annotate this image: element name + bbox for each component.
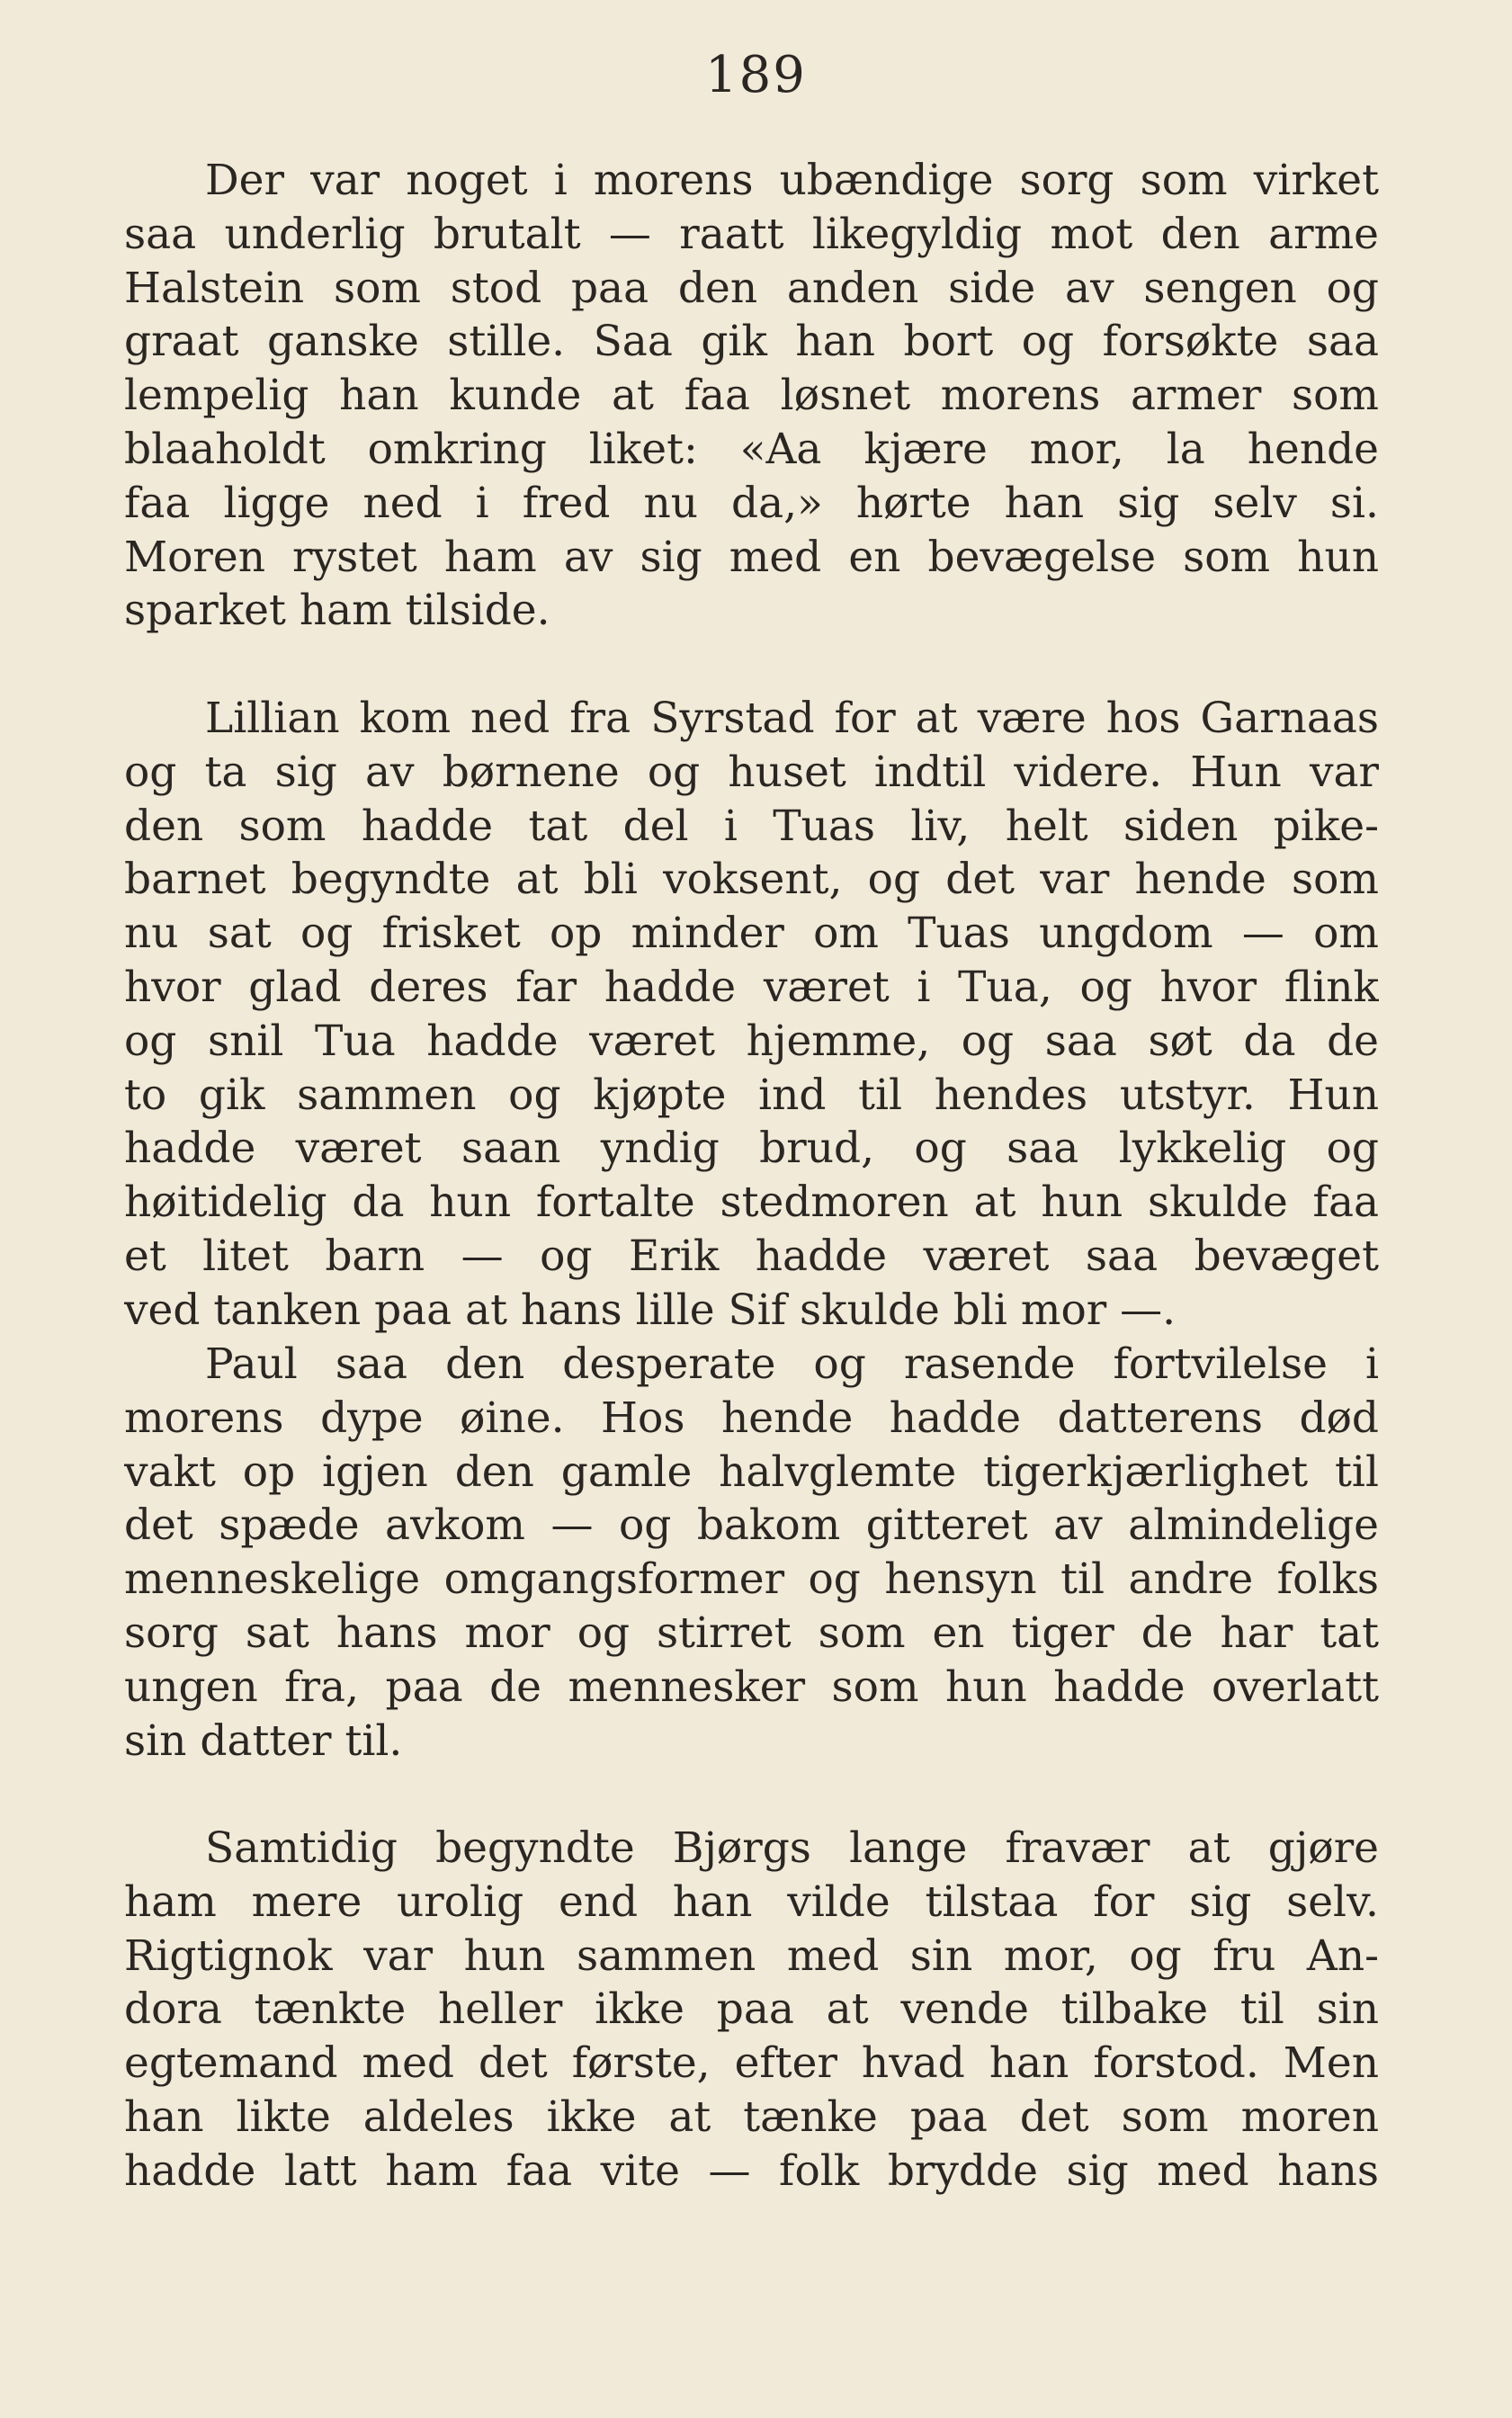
text-line: lempelig han kunde at faa løsnet morens armer som [124, 371, 1379, 421]
text-line: to gik sammen og kjøpte ind til hendes utstyr. Hun [124, 1070, 1379, 1120]
text-line: sorg sat hans mor og stirret som en tiger de har tat [124, 1608, 1379, 1658]
text-line: det spæde avkom — og bakom gitteret av almindelige [124, 1500, 1379, 1551]
text-line: morens dype øine. Hos hende hadde datterens død [124, 1393, 1379, 1443]
text-line: sin datter til. [124, 1715, 403, 1766]
text-line: han likte aldeles ikke at tænke paa det som moren [124, 2091, 1379, 2142]
text-line: et litet barn — og Erik hadde været saa bevæget [124, 1231, 1379, 1281]
text-line: nu sat og frisket op minder om Tuas ungdom — om [124, 909, 1379, 959]
text-line: hadde været saan yndig brud, og saa lykkelig og [124, 1124, 1379, 1174]
text-line: hadde latt ham faa vite — folk brydde sig med hans [124, 2145, 1379, 2196]
text-line: Rigtignok var hun sammen med sin mor, og fru An- [124, 1930, 1379, 1981]
text-line: høitidelig da hun fortalte stedmoren at hun skulde faa [124, 1178, 1379, 1228]
text-line: den som hadde tat del i Tuas liv, helt siden pike- [124, 801, 1379, 851]
text-line: ungen fra, paa de mennesker som hun hadde overlatt [124, 1661, 1379, 1712]
text-line: Lillian kom ned fra Syrstad for at være hos Garnaas [205, 694, 1379, 743]
text-line: Der var noget i morens ubændige sorg som virket [205, 156, 1379, 205]
text-line: dora tænkte heller ikke paa at vende tilbake til sin [124, 1984, 1379, 2035]
text-line: ved tanken paa at hans lille Sif skulde bli mor —. [124, 1285, 1176, 1335]
text-line: menneskelige omgangsformer og hensyn til andre folks [124, 1554, 1379, 1605]
text-line: faa ligge ned i fred nu da,» hørte han sig selv si. [124, 478, 1379, 528]
text-line: Halstein som stod paa den anden side av sengen og [124, 263, 1379, 313]
text-line: graat ganske stille. Saa gik han bort og forsøkte saa [124, 317, 1379, 367]
text-line: barnet begyndte at bli voksent, og det var hende som [124, 855, 1379, 905]
text-line: Moren rystet ham av sig med en bevægelse som hun [124, 532, 1379, 582]
paragraph-2 [124, 692, 1379, 1338]
text-line: Paul saa den desperate og rasende fortvilelse i [205, 1339, 1379, 1389]
text-line: egtemand med det første, efter hvad han forstod. Men [124, 2038, 1379, 2089]
paragraph-3 [124, 1338, 1379, 1768]
paragraph-1 [124, 154, 1379, 638]
text-line: hvor glad deres far hadde været i Tua, og hvor flink [124, 962, 1379, 1012]
text-line: Samtidig begyndte Bjørgs lange fravær at gjøre [205, 1823, 1379, 1873]
text-line: vakt op igjen den gamle halvglemte tigerkjærlighet til [124, 1446, 1379, 1497]
text-line: og ta sig av børnene og huset indtil videre. Hun var [124, 747, 1379, 797]
text-line: ham mere urolig end han vilde tilstaa for sig selv. [124, 1876, 1379, 1927]
text-line: og snil Tua hadde været hjemme, og saa søt da de [124, 1016, 1379, 1066]
text-line: blaaholdt omkring liket: «Aa kjære mor, la hende [124, 424, 1379, 474]
paragraph-4 [124, 1822, 1379, 2199]
text-line: sparket ham tilside. [124, 586, 550, 636]
text-line: saa underlig brutalt — raatt likegyldig mot den arme [124, 209, 1379, 259]
page-number: 189 [705, 46, 807, 104]
